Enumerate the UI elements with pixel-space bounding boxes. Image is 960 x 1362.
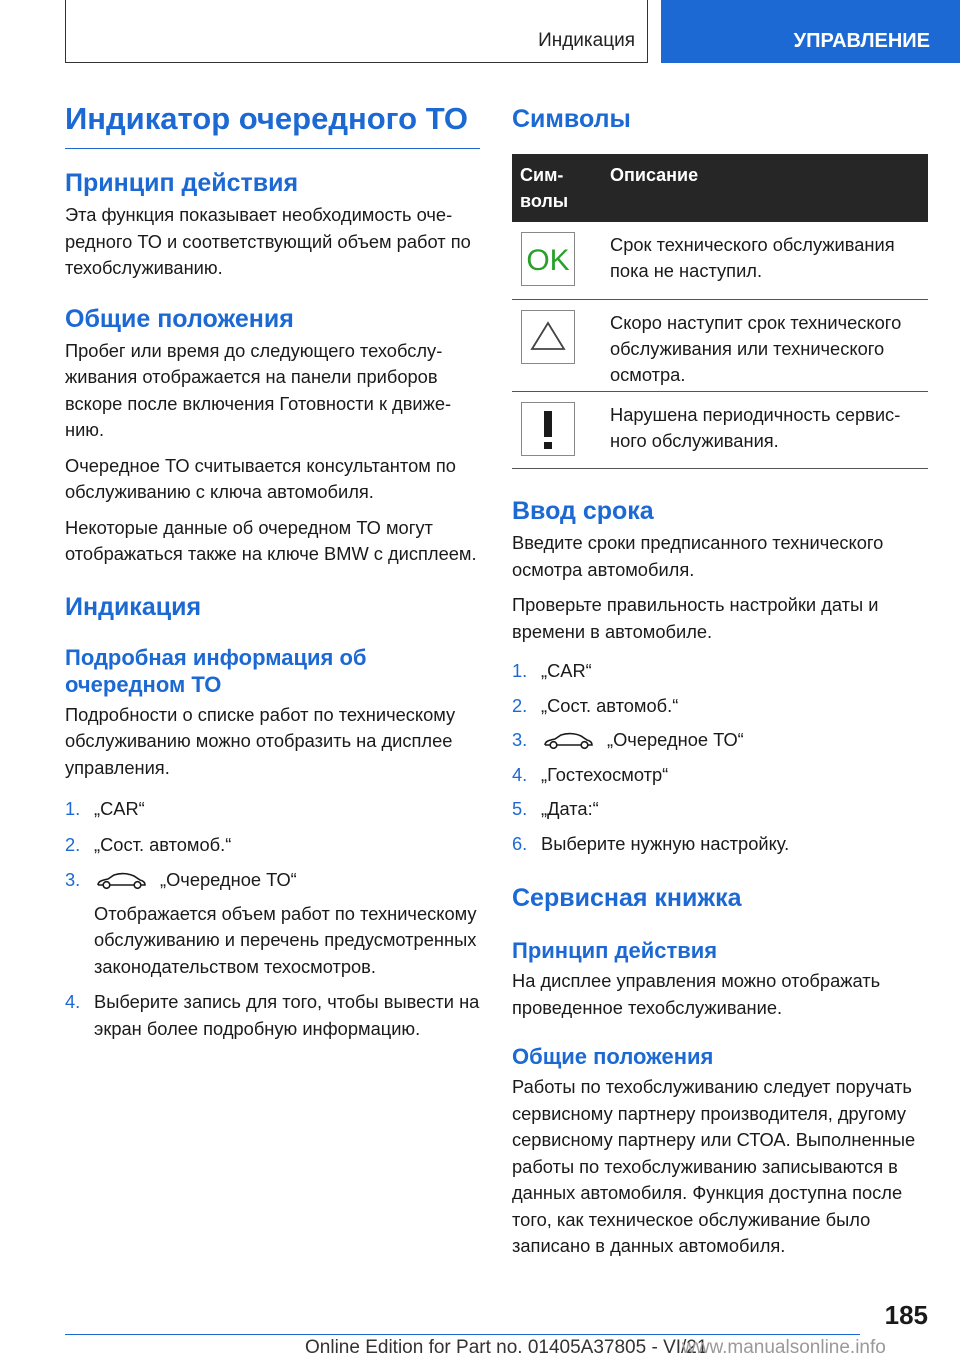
header-chapter-tab <box>661 0 960 63</box>
symbol-description: Срок технического обслуживания пока не наступил. <box>602 222 928 300</box>
paragraph-date-2: Проверьте правильность настройки даты и времени в автомобиле. <box>512 594 879 642</box>
paragraph-details: Подробности о списке работ по техническому обслуживанию можно отобразить на дисплее управления. <box>65 703 456 778</box>
heading-date: Ввод срока <box>512 497 654 525</box>
heading-book-principle: Принцип действия <box>512 938 718 963</box>
table-header-description: Описание <box>602 154 928 222</box>
paragraph-general-3: Некоторые данные об очередном ТО могут отображаться также на ключе BMW с дисплеем. <box>65 516 477 564</box>
symbol-description: Скоро наступит срок технического обслуживания или технического осмотра. <box>602 300 928 392</box>
svg-text:OK: OK <box>526 244 570 277</box>
page-title: Индикатор очередного ТО <box>65 100 480 149</box>
heading-display: Индикация <box>65 592 202 621</box>
list-item: 2. „Сост. автомоб.“ <box>65 833 232 855</box>
car-icon <box>94 871 148 891</box>
heading-principle: Принцип действия <box>65 169 299 197</box>
symbol-description: Нарушена периодичность сервисного обслуживания. <box>602 392 928 469</box>
steps-list-left <box>65 796 480 1042</box>
paragraph-general-1: Пробег или время до следующего техобслуживания отображается на панели приборов вскоре после включения Готовности к движению. <box>65 339 452 440</box>
table-header-symbols: Символы <box>512 154 602 222</box>
car-icon <box>541 731 595 751</box>
list-item: 4. „Гостехосмотр“ <box>512 763 669 785</box>
paragraph-date-1: Введите сроки предписанного технического осмотра автомобиля. <box>512 532 884 580</box>
heading-general: Общие положения <box>65 304 294 333</box>
list-item: 3. „Очередное ТО“ Отображается объем работ по техническому обслуживанию и перечень предусмотренных законодательством техосмотров. <box>65 867 480 980</box>
footer-edition: Online Edition for Part no. 01405A37805 - VI/21 <box>305 1337 708 1358</box>
heading-service-book: Сервисная книжка <box>512 884 742 912</box>
paragraph-book-principle: На дисплее управления можно отображать проведенное техобслуживание. <box>512 970 881 1018</box>
header-section: Индикация <box>538 30 635 51</box>
paragraph-book-general: Работы по техобслуживанию следует поручать сервисному партнеру производителя, другому сервисному партнеру или СТОА. Выполненные работы по техобслуживанию записываются в данных автомобиля. Функция доступна после того, как техническое обслуживание было записано в данных автомобиля. <box>512 1076 916 1256</box>
right-column <box>512 100 928 1260</box>
symbols-table <box>512 154 928 469</box>
footer-divider <box>65 1334 860 1335</box>
exclamation-icon <box>521 402 575 456</box>
heading-symbols: Символы <box>512 105 631 133</box>
steps-list-right <box>512 658 928 857</box>
list-item: 6. Выберите нужную настройку. <box>512 832 790 854</box>
page-number: 185 <box>884 1300 928 1330</box>
paragraph-principle: Эта функция показывает необходимость очередного ТО и соответствующий объем работ по техобслуживанию. <box>65 204 471 278</box>
header-chapter: УПРАВЛЕНИЕ <box>793 30 930 52</box>
ok-icon <box>521 232 575 286</box>
table-row <box>512 392 928 469</box>
table-row <box>512 300 928 392</box>
paragraph-general-2: Очередное ТО считывается консультантом по обслуживанию с ключа автомобиля. <box>65 454 456 502</box>
list-item: 3. „Очередное ТО“ <box>512 729 744 750</box>
header-section-box <box>65 0 648 63</box>
heading-details: Подробная информация об очередном ТО <box>65 644 367 697</box>
table-row <box>512 222 928 300</box>
step3-note: Отображается объем работ по техническому обслуживанию и перечень предусмотренных законодательством техосмотров. <box>94 902 477 977</box>
list-item: 2. „Сост. автомоб.“ <box>512 694 679 716</box>
left-column <box>65 100 480 1042</box>
table-header-row <box>512 154 928 222</box>
heading-book-general: Общие положения <box>512 1044 714 1069</box>
footer-watermark: www.manualsonline.info <box>682 1337 886 1358</box>
list-item: 4. Выберите запись для того, чтобы вывести на экран более подробную информацию. <box>65 991 480 1039</box>
warning-triangle-icon <box>521 310 575 364</box>
list-item: 1. „CAR“ <box>512 660 592 681</box>
list-item: 1. „CAR“ <box>65 798 145 819</box>
list-item: 5. „Дата:“ <box>512 798 599 819</box>
